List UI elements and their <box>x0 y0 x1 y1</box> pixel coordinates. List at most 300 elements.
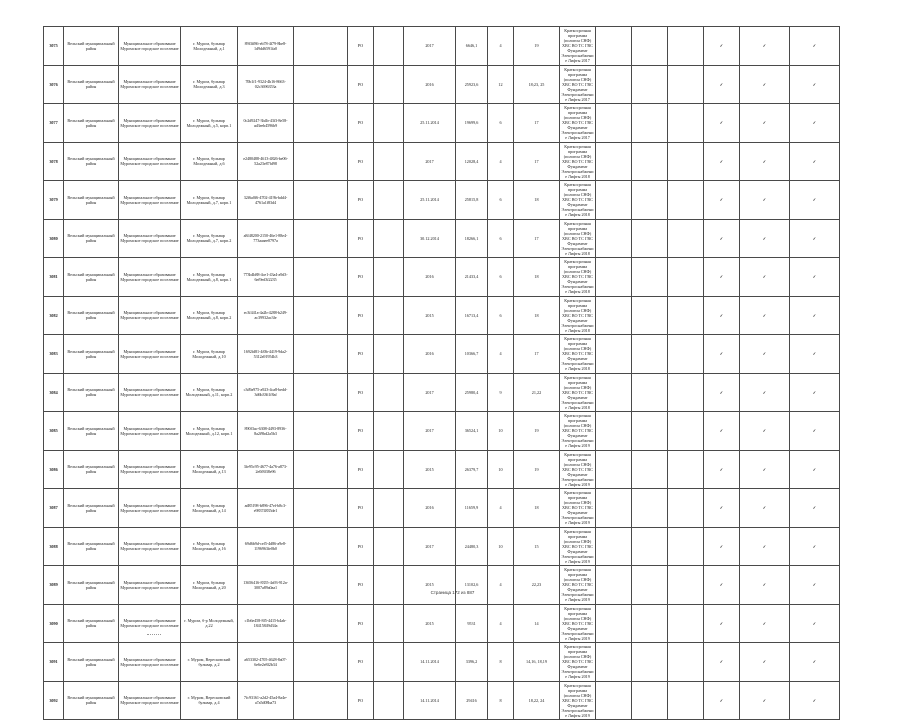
program-cell: Краткосрочная программа (полигон СНФ) ХВС ВО ТС ГВС Фундамент Электроснабжение Лифты 2019 <box>560 604 596 643</box>
empty-cell <box>596 258 632 297</box>
empty-cell <box>632 412 668 451</box>
checkmark-3: ✓ <box>790 681 840 720</box>
empty-cell <box>632 258 668 297</box>
district-cell: Вельский муниципальный район <box>64 181 119 220</box>
guid-cell: 32f6a0f6-4702-419b-bdd4-4761a1f83d4 <box>238 181 294 220</box>
empty-cell <box>668 258 704 297</box>
checkmark-3: ✓ <box>790 27 840 66</box>
empty-cell <box>596 450 632 489</box>
empty-cell <box>668 296 704 335</box>
district-cell: Вельский муниципальный район <box>64 489 119 528</box>
guid-cell: 1692fd81-4f0b-4419-9da2-5312a91954b3 <box>238 335 294 374</box>
program-cell: Краткосрочная программа (полигон СНФ) ХВС ВО ТС ГВС Фундамент Электроснабжение Лифты 2019 <box>560 566 596 605</box>
year-cell: 2016 <box>404 65 456 104</box>
empty-cell <box>632 604 668 643</box>
checkmark-2: ✓ <box>740 489 790 528</box>
area-cell: 26379,7 <box>456 450 488 489</box>
empty-cell <box>374 258 404 297</box>
checkmark-2: ✓ <box>740 450 790 489</box>
checkmark-3: ✓ <box>790 373 840 412</box>
empty-cell <box>596 142 632 181</box>
program-cell: Краткосрочная программа (полигон СНФ) ХВС ВО ТС ГВС Фундамент Электроснабжение Лифты 2017 <box>560 65 596 104</box>
empty-cell <box>596 296 632 335</box>
table-row <box>44 412 840 451</box>
empty-cell <box>294 181 348 220</box>
area-cell: 13102,6 <box>456 566 488 605</box>
district-cell: Вельский муниципальный район <box>64 643 119 682</box>
empty-cell <box>294 643 348 682</box>
checkmark-2: ✓ <box>740 681 790 720</box>
year-cell: 25.11.2014 <box>404 104 456 143</box>
empty-cell <box>596 27 632 66</box>
year-cell: 2017 <box>404 412 456 451</box>
checkmark-2: ✓ <box>740 643 790 682</box>
empty-cell <box>668 450 704 489</box>
row-number: 3075 <box>44 27 64 66</box>
municipality-cell: Муниципальное образование Муромское городское поселение <box>119 258 181 297</box>
address-cell: г. Муром, бульвар Молодежный, д.13 <box>181 450 238 489</box>
fund-form-cell: РО <box>348 527 374 566</box>
program-cell: Краткосрочная программа (полигон СНФ) ХВС ВО ТС ГВС Фундамент Электроснабжение Лифты 2018 <box>560 373 596 412</box>
scan-mark <box>147 634 161 636</box>
checkmark-1: ✓ <box>704 643 740 682</box>
empty-cell <box>294 489 348 528</box>
entrances-cell: 17 <box>514 104 560 143</box>
checkmark-3: ✓ <box>790 142 840 181</box>
district-cell: Вельский муниципальный район <box>64 219 119 258</box>
empty-cell <box>374 566 404 605</box>
entrances-cell: 18;23, 25 <box>514 65 560 104</box>
empty-cell <box>668 181 704 220</box>
empty-cell <box>632 181 668 220</box>
empty-cell <box>294 373 348 412</box>
empty-cell <box>374 489 404 528</box>
guid-cell: 0c2d9247-3b4b-43f3-8e58-ad3eeb4596b9 <box>238 104 294 143</box>
fund-form-cell: РО <box>348 219 374 258</box>
area-cell: 12028,4 <box>456 142 488 181</box>
empty-cell <box>632 643 668 682</box>
empty-cell <box>596 489 632 528</box>
program-cell: Краткосрочная программа (полигон СНФ) ХВС ВО ТС ГВС Фундамент Электроснабжение Лифты 2019 <box>560 643 596 682</box>
empty-cell <box>668 489 704 528</box>
table-row <box>44 219 840 258</box>
fund-form-cell: РО <box>348 27 374 66</box>
entrances-cell: 19 <box>514 27 560 66</box>
empty-cell <box>668 335 704 374</box>
address-cell: г. Муром, бульвар Молодежный, д.10 <box>181 335 238 374</box>
program-cell: Краткосрочная программа (полигон СНФ) ХВС ВО ТС ГВС Фундамент Электроснабжение Лифты 2019 <box>560 527 596 566</box>
checkmark-3: ✓ <box>790 412 840 451</box>
floors-cell: 4 <box>488 27 514 66</box>
empty-cell <box>632 335 668 374</box>
empty-cell <box>294 335 348 374</box>
district-cell: Вельский муниципальный район <box>64 296 119 335</box>
checkmark-1: ✓ <box>704 27 740 66</box>
empty-cell <box>294 142 348 181</box>
district-cell: Вельский муниципальный район <box>64 142 119 181</box>
checkmark-3: ✓ <box>790 527 840 566</box>
row-number: 3085 <box>44 412 64 451</box>
checkmark-1: ✓ <box>704 335 740 374</box>
checkmark-3: ✓ <box>790 643 840 682</box>
entrances-cell: 14,16, 18,19 <box>514 643 560 682</box>
guid-cell: a8f48200-2150-46e1-88e4-773aaaee0797a <box>238 219 294 258</box>
area-cell: 3396,2 <box>456 643 488 682</box>
empty-cell <box>632 681 668 720</box>
empty-cell <box>374 65 404 104</box>
checkmark-2: ✓ <box>740 104 790 143</box>
checkmark-1: ✓ <box>704 296 740 335</box>
empty-cell <box>596 219 632 258</box>
entrances-cell: 17 <box>514 219 560 258</box>
empty-cell <box>374 296 404 335</box>
row-number: 3092 <box>44 681 64 720</box>
checkmark-3: ✓ <box>790 181 840 220</box>
floors-cell: 8 <box>488 681 514 720</box>
year-cell: 2016 <box>404 258 456 297</box>
empty-cell <box>374 335 404 374</box>
program-cell: Краткосрочная программа (полигон СНФ) ХВС ВО ТС ГВС Фундамент Электроснабжение Лифты 2018 <box>560 335 596 374</box>
empty-cell <box>596 566 632 605</box>
checkmark-1: ✓ <box>704 604 740 643</box>
floors-cell: 9 <box>488 373 514 412</box>
empty-cell <box>668 27 704 66</box>
district-cell: Вельский муниципальный район <box>64 335 119 374</box>
program-cell: Краткосрочная программа (полигон СНФ) ХВС ВО ТС ГВС Фундамент Электроснабжение Лифты 2018 <box>560 219 596 258</box>
checkmark-3: ✓ <box>790 335 840 374</box>
empty-cell <box>374 181 404 220</box>
empty-cell <box>374 142 404 181</box>
address-cell: г. Муром, бульвар Молодежный, д.8, корп.1 <box>181 258 238 297</box>
empty-cell <box>632 296 668 335</box>
empty-cell <box>294 566 348 605</box>
checkmark-2: ✓ <box>740 142 790 181</box>
address-cell: г. Муром, бульвар Молодежный, д.11, корп.2 <box>181 373 238 412</box>
municipality-cell: Муниципальное образование Муромское городское поселение <box>119 296 181 335</box>
address-cell: г. Муром, бульвар Молодежный, д.3 <box>181 65 238 104</box>
guid-cell: ec3f441a-4a2b-4288-b249-ac39932ac3fe <box>238 296 294 335</box>
checkmark-3: ✓ <box>790 258 840 297</box>
table-row <box>44 604 840 643</box>
checkmark-3: ✓ <box>790 296 840 335</box>
empty-cell <box>596 681 632 720</box>
fund-form-cell: РО <box>348 604 374 643</box>
checkmark-1: ✓ <box>704 373 740 412</box>
municipality-cell: Муниципальное образование Муромское городское поселение <box>119 412 181 451</box>
checkmark-3: ✓ <box>790 566 840 605</box>
floors-cell: 12 <box>488 65 514 104</box>
empty-cell <box>294 681 348 720</box>
checkmark-1: ✓ <box>704 527 740 566</box>
checkmark-1: ✓ <box>704 566 740 605</box>
year-cell: 30.12.2014 <box>404 219 456 258</box>
entrances-cell: 18,22, 24 <box>514 681 560 720</box>
district-cell: Вельский муниципальный район <box>64 527 119 566</box>
address-cell: г. Муром, бульвар Молодежный, д.5, корп.1 <box>181 104 238 143</box>
address-cell: г. Муром, бульвар Молодежный, д.12, корп.1 <box>181 412 238 451</box>
program-cell: Краткосрочная программа (полигон СНФ) ХВС ВО ТС ГВС Фундамент Электроснабжение Лифты 2019 <box>560 489 596 528</box>
address-cell: г. Муром, бульвар Молодежный, д.8, корп.2 <box>181 296 238 335</box>
fund-form-cell: РО <box>348 65 374 104</box>
area-cell: 25980,4 <box>456 373 488 412</box>
fund-form-cell: РО <box>348 681 374 720</box>
program-cell: Краткосрочная программа (полигон СНФ) ХВС ВО ТС ГВС Фундамент Электроснабжение Лифты 2018 <box>560 296 596 335</box>
municipality-cell: Муниципальное образование Муромское городское поселение <box>119 527 181 566</box>
year-cell: 2017 <box>404 27 456 66</box>
area-cell: 6646,1 <box>456 27 488 66</box>
row-number: 3083 <box>44 335 64 374</box>
checkmark-2: ✓ <box>740 566 790 605</box>
municipality-cell: Муниципальное образование Муромское городское поселение <box>119 27 181 66</box>
row-number: 3084 <box>44 373 64 412</box>
area-cell: 18266,1 <box>456 219 488 258</box>
fund-form-cell: РО <box>348 566 374 605</box>
address-cell: г. Муром, б-р Молодежный, д.22 <box>181 604 238 643</box>
fund-form-cell: РО <box>348 335 374 374</box>
fund-form-cell: РО <box>348 373 374 412</box>
empty-cell <box>374 219 404 258</box>
table-row <box>44 258 840 297</box>
checkmark-1: ✓ <box>704 258 740 297</box>
guid-cell: 13656416-8355-4a93-912a-3007a89a0aa1 <box>238 566 294 605</box>
program-cell: Краткосрочная программа (полигон СНФ) ХВС ВО ТС ГВС Фундамент Электроснабжение Лифты 2018 <box>560 258 596 297</box>
area-cell: 9531 <box>456 604 488 643</box>
empty-cell <box>632 142 668 181</box>
table-row <box>44 142 840 181</box>
floors-cell: 10 <box>488 450 514 489</box>
empty-cell <box>632 65 668 104</box>
row-number: 3091 <box>44 643 64 682</box>
entrances-cell: 14 <box>514 604 560 643</box>
guid-cell: c1b6e458-8f5-4415-b4ab-18415849d34a <box>238 604 294 643</box>
area-cell: 16713,4 <box>456 296 488 335</box>
register-rows <box>44 27 840 720</box>
row-number: 3089 <box>44 566 64 605</box>
table-row <box>44 450 840 489</box>
municipality-cell: Муниципальное образование Муромское городское поселение <box>119 489 181 528</box>
empty-cell <box>294 604 348 643</box>
empty-cell <box>668 681 704 720</box>
row-number: 3090 <box>44 604 64 643</box>
empty-cell <box>294 450 348 489</box>
empty-cell <box>668 373 704 412</box>
floors-cell: 6 <box>488 258 514 297</box>
year-cell: 2016 <box>404 489 456 528</box>
empty-cell <box>596 643 632 682</box>
checkmark-2: ✓ <box>740 296 790 335</box>
empty-cell <box>632 373 668 412</box>
checkmark-2: ✓ <box>740 373 790 412</box>
guid-cell: c3d9a975-a923-4ca8-bedd-3d6b3361f8af <box>238 373 294 412</box>
entrances-cell: 15 <box>514 527 560 566</box>
year-cell: 2015 <box>404 566 456 605</box>
empty-cell <box>632 104 668 143</box>
checkmark-1: ✓ <box>704 489 740 528</box>
district-cell: Вельский муниципальный район <box>64 27 119 66</box>
address-cell: г. Муром, бульвар Молодежный, д.7, корп.2 <box>181 219 238 258</box>
entrances-cell: 19 <box>514 412 560 451</box>
entrances-cell: 18 <box>514 296 560 335</box>
empty-cell <box>374 643 404 682</box>
floors-cell: 6 <box>488 104 514 143</box>
year-cell: 25.11.2014 <box>404 181 456 220</box>
fund-form-cell: РО <box>348 104 374 143</box>
entrances-cell: 22,23 <box>514 566 560 605</box>
municipality-cell: Муниципальное образование Муромское городское поселение <box>119 566 181 605</box>
page-number: Страница 172 из 887 <box>430 590 475 595</box>
district-cell: Вельский муниципальный район <box>64 450 119 489</box>
program-cell: Краткосрочная программа (полигон СНФ) ХВС ВО ТС ГВС Фундамент Электроснабжение Лифты 2019 <box>560 450 596 489</box>
empty-cell <box>374 681 404 720</box>
empty-cell <box>632 450 668 489</box>
program-cell: Краткосрочная программа (полигон СНФ) ХВС ВО ТС ГВС Фундамент Электроснабжение Лифты 2018 <box>560 181 596 220</box>
empty-cell <box>668 527 704 566</box>
empty-cell <box>632 527 668 566</box>
program-cell: Краткосрочная программа (полигон СНФ) ХВС ВО ТС ГВС Фундамент Электроснабжение Лифты 2017 <box>560 104 596 143</box>
address-cell: г. Муром, бульвар Молодежный, д.6 <box>181 142 238 181</box>
checkmark-3: ✓ <box>790 104 840 143</box>
guid-cell: 89f3ff86-eb78-4f79-8be8-1d9dd6591fa0 <box>238 27 294 66</box>
municipality-cell: Муниципальное образование Муромское городское поселение <box>119 604 181 643</box>
row-number: 3077 <box>44 104 64 143</box>
guid-cell: 773b4b88-4ce1-43a4-a9d3-6ef9ed3f2235 <box>238 258 294 297</box>
area-cell: 19699,6 <box>456 104 488 143</box>
program-cell: Краткосрочная программа (полигон СНФ) ХВС ВО ТС ГВС Фундамент Электроснабжение Лифты 2019 <box>560 681 596 720</box>
fund-form-cell: РО <box>348 296 374 335</box>
entrances-cell: 18 <box>514 258 560 297</box>
year-cell: 14.11.2014 <box>404 681 456 720</box>
checkmark-3: ✓ <box>790 489 840 528</box>
floors-cell: 4 <box>488 335 514 374</box>
district-cell: Вельский муниципальный район <box>64 604 119 643</box>
empty-cell <box>632 566 668 605</box>
fund-form-cell: РО <box>348 181 374 220</box>
district-cell: Вельский муниципальный район <box>64 566 119 605</box>
entrances-cell: 18 <box>514 181 560 220</box>
area-cell: 29416 <box>456 681 488 720</box>
municipality-cell: Муниципальное образование Муромское городское поселение <box>119 643 181 682</box>
empty-cell <box>374 450 404 489</box>
floors-cell: 6 <box>488 219 514 258</box>
empty-cell <box>596 373 632 412</box>
fund-form-cell: РО <box>348 258 374 297</box>
row-number: 3080 <box>44 219 64 258</box>
guid-cell: e2480488-4613-4826-be06-52a23e87fd98 <box>238 142 294 181</box>
empty-cell <box>294 296 348 335</box>
municipality-cell: Муниципальное образование Муромское городское поселение <box>119 181 181 220</box>
floors-cell: 4 <box>488 489 514 528</box>
empty-cell <box>668 142 704 181</box>
checkmark-2: ✓ <box>740 335 790 374</box>
municipality-cell: Муниципальное образование Муромское городское поселение <box>119 681 181 720</box>
entrances-cell: 17 <box>514 142 560 181</box>
guid-cell: 7fc93161-a2d2-45a4-8a4e-a7a5d08ba73 <box>238 681 294 720</box>
municipality-cell: Муниципальное образование Муромское городское поселение <box>119 104 181 143</box>
checkmark-1: ✓ <box>704 412 740 451</box>
empty-cell <box>668 604 704 643</box>
floors-cell: 10 <box>488 527 514 566</box>
row-number: 3088 <box>44 527 64 566</box>
address-cell: г. Муром, бульвар Молодежный, д.7, корп.1 <box>181 181 238 220</box>
empty-cell <box>294 412 348 451</box>
year-cell: 2015 <box>404 604 456 643</box>
empty-cell <box>668 65 704 104</box>
entrances-cell: 21,22 <box>514 373 560 412</box>
area-cell: 25815,8 <box>456 181 488 220</box>
checkmark-1: ✓ <box>704 65 740 104</box>
floors-cell: 6 <box>488 181 514 220</box>
address-cell: г. Муром, бульвар Молодежный, д.1 <box>181 27 238 66</box>
guid-cell: 69d6b9d-cef5-4d86-a9e8-1196963fe0b0 <box>238 527 294 566</box>
guid-cell: 70b1f1-9324-4b16-8663-02c3696353a <box>238 65 294 104</box>
entrances-cell: 17 <box>514 335 560 374</box>
district-cell: Вельский муниципальный район <box>64 681 119 720</box>
checkmark-1: ✓ <box>704 142 740 181</box>
floors-cell: 4 <box>488 566 514 605</box>
checkmark-1: ✓ <box>704 681 740 720</box>
checkmark-2: ✓ <box>740 412 790 451</box>
address-cell: г. Муром, бульвар Молодежный, д.20 <box>181 566 238 605</box>
checkmark-2: ✓ <box>740 65 790 104</box>
empty-cell <box>668 412 704 451</box>
year-cell: 2015 <box>404 296 456 335</box>
district-cell: Вельский муниципальный район <box>64 104 119 143</box>
municipality-cell: Муниципальное образование Муромское городское поселение <box>119 373 181 412</box>
table-row <box>44 527 840 566</box>
empty-cell <box>596 104 632 143</box>
guid-cell: 3fe95c95-4677-4a76-a873-2e0f8f38e96 <box>238 450 294 489</box>
fund-form-cell: РО <box>348 489 374 528</box>
guid-cell: ad85198-b896-47ef-b8c3-e98374835de1 <box>238 489 294 528</box>
empty-cell <box>668 566 704 605</box>
checkmark-1: ✓ <box>704 181 740 220</box>
register-table <box>43 26 840 720</box>
floors-cell: 10 <box>488 412 514 451</box>
empty-cell <box>596 527 632 566</box>
area-cell: 24480,3 <box>456 527 488 566</box>
year-cell: 2016 <box>404 335 456 374</box>
empty-cell <box>668 104 704 143</box>
empty-cell <box>294 65 348 104</box>
empty-cell <box>374 604 404 643</box>
empty-cell <box>374 412 404 451</box>
checkmark-3: ✓ <box>790 65 840 104</box>
district-cell: Вельский муниципальный район <box>64 65 119 104</box>
empty-cell <box>374 373 404 412</box>
empty-cell <box>596 412 632 451</box>
checkmark-1: ✓ <box>704 104 740 143</box>
table-row <box>44 681 840 720</box>
checkmark-2: ✓ <box>740 181 790 220</box>
year-cell: 14.11.2014 <box>404 643 456 682</box>
area-cell: 10366,7 <box>456 335 488 374</box>
area-cell: 36524,1 <box>456 412 488 451</box>
table-row <box>44 27 840 66</box>
district-cell: Вельский муниципальный район <box>64 258 119 297</box>
year-cell: 2017 <box>404 527 456 566</box>
year-cell: 2017 <box>404 142 456 181</box>
floors-cell: 4 <box>488 142 514 181</box>
empty-cell <box>632 219 668 258</box>
table-row <box>44 373 840 412</box>
municipality-cell: Муниципальное образование Муромское городское поселение <box>119 335 181 374</box>
checkmark-2: ✓ <box>740 604 790 643</box>
municipality-cell: Муниципальное образование Муромское городское поселение <box>119 219 181 258</box>
row-number: 3076 <box>44 65 64 104</box>
program-cell: Краткосрочная программа (полигон СНФ) ХВС ВО ТС ГВС Фундамент Электроснабжение Лифты 2017 <box>560 27 596 66</box>
row-number: 3086 <box>44 450 64 489</box>
entrances-cell: 19 <box>514 450 560 489</box>
